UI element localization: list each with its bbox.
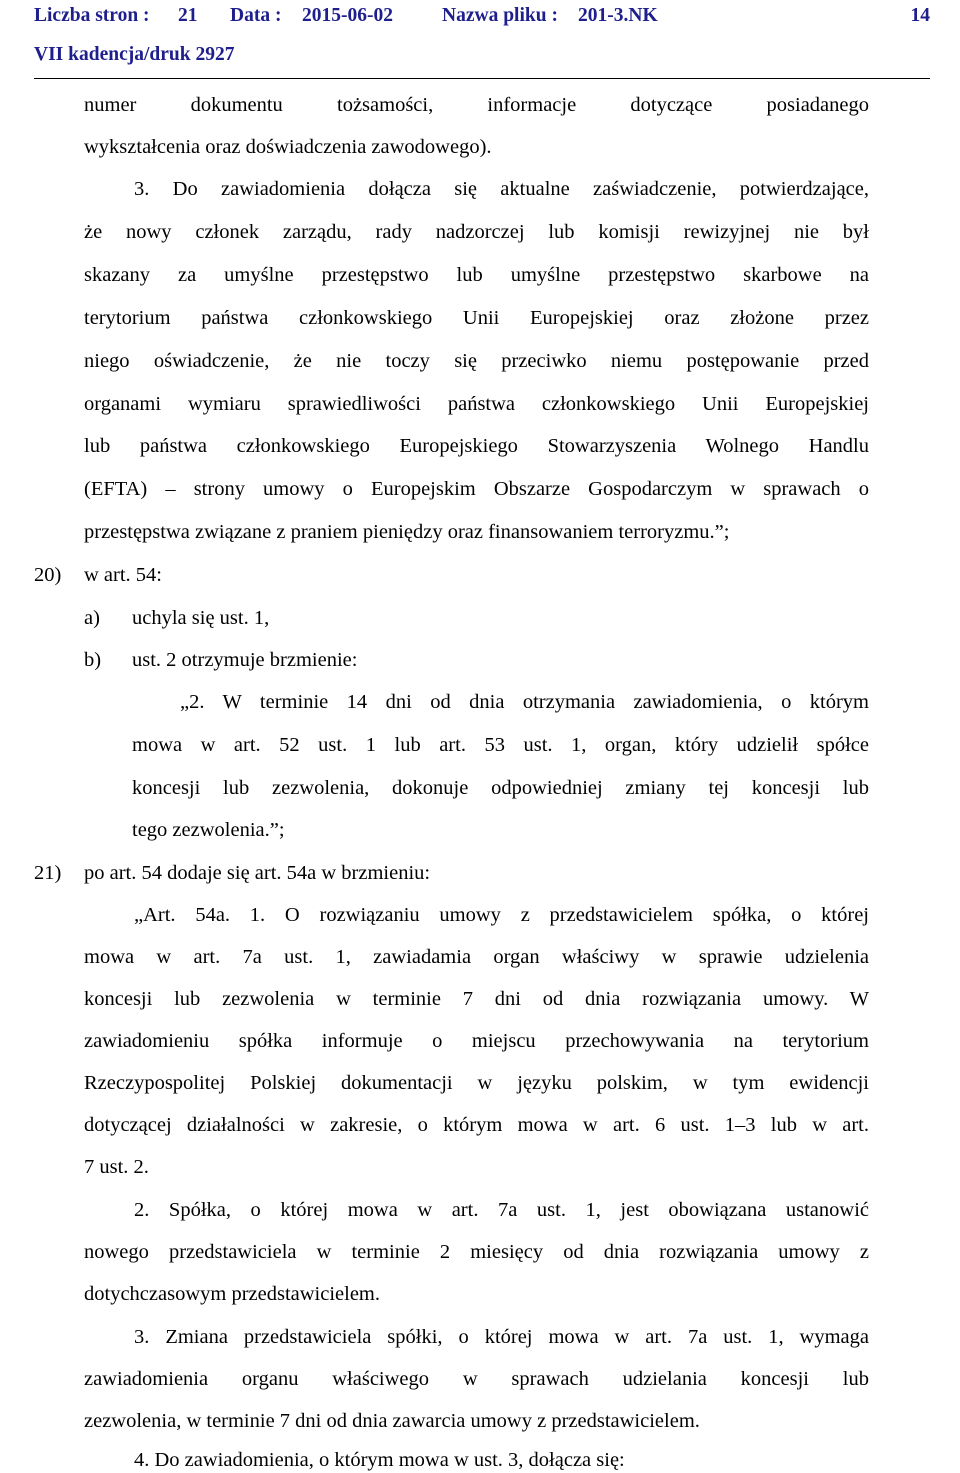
date-value: 2015-06-02	[302, 5, 393, 26]
text-line: numer dokumentu tożsamości, informacje dotyczące posiadanego	[84, 94, 869, 116]
text-line: organami wymiaru sprawiedliwości państwa członkowskiego Unii Europejskiej	[84, 393, 869, 415]
text-line: (EFTA) – strony umowy o Europejskim Obszarze Gospodarczym w sprawach o	[84, 478, 869, 500]
date-label: Data :	[230, 5, 282, 26]
text-line: wykształcenia oraz doświadczenia zawodowego).	[84, 136, 492, 158]
text-line: Rzeczypospolitej Polskiej dokumentacji w języku polskim, w tym ewidencji	[84, 1072, 869, 1094]
text-line: zawiadomieniu spółka informuje o miejscu przechowywania na terytorium	[84, 1030, 869, 1052]
text-line: niego oświadczenie, że nie toczy się przeciwko niemu postępowanie przed	[84, 350, 869, 372]
text-line: 4. Do zawiadomienia, o którym mowa w ust. 3, dołącza się:	[134, 1449, 625, 1471]
text-line: „2. W terminie 14 dni od dnia otrzymania zawiadomienia, o którym	[180, 691, 869, 713]
text-line: „Art. 54a. 1. O rozwiązaniu umowy z przedstawicielem spółka, o której	[134, 904, 869, 926]
text-line: w art. 54:	[84, 564, 162, 586]
text-line: tego zezwolenia.”;	[132, 819, 285, 841]
pages-value: 21	[178, 5, 198, 26]
text-line: koncesji lub zezwolenia w terminie 7 dni od dnia rozwiązania umowy. W	[84, 988, 869, 1010]
term-print-number: VII kadencja/druk 2927	[34, 44, 235, 65]
text-line: mowa w art. 7a ust. 1, zawiadamia organ właściwy w sprawie udzielenia	[84, 946, 869, 968]
text-line: zawiadomienia organu właściwego w sprawach udzielania koncesji lub	[84, 1368, 869, 1390]
text-line: że nowy członek zarządu, rady nadzorczej lub komisji rewizyjnej nie był	[84, 221, 869, 243]
page-header	[34, 5, 930, 29]
text-line: 3. Do zawiadomienia dołącza się aktualne zaświadczenie, potwierdzające,	[134, 178, 869, 200]
file-label: Nazwa pliku :	[442, 5, 558, 26]
text-line: terytorium państwa członkowskiego Unii Europejskiej oraz złożone przez	[84, 307, 869, 329]
sub-item-a: a)	[84, 607, 100, 629]
text-line: ust. 2 otrzymuje brzmienie:	[132, 649, 358, 671]
sub-item-b: b)	[84, 649, 102, 671]
text-line: po art. 54 dodaje się art. 54a w brzmieniu:	[84, 862, 431, 884]
item-number-21: 21)	[34, 862, 62, 884]
pages-label: Liczba stron :	[34, 5, 150, 26]
text-line: uchyla się ust. 1,	[132, 607, 270, 629]
text-line: przestępstwa związane z praniem pieniędzy oraz finansowaniem terroryzmu.”;	[84, 521, 730, 543]
text-line: 3. Zmiana przedstawiciela spółki, o której mowa w art. 7a ust. 1, wymaga	[134, 1326, 869, 1348]
text-line: 7 ust. 2.	[84, 1156, 149, 1178]
text-line: nowego przedstawiciela w terminie 2 miesięcy od dnia rozwiązania umowy z	[84, 1241, 869, 1263]
text-line: lub państwa członkowskiego Europejskiego Stowarzyszenia Wolnego Handlu	[84, 435, 869, 457]
file-value: 201-3.NK	[578, 5, 658, 26]
text-line: mowa w art. 52 ust. 1 lub art. 53 ust. 1, organ, który udzielił spółce	[132, 734, 869, 756]
item-number-20: 20)	[34, 564, 62, 586]
text-line: dotyczącej działalności w zakresie, o którym mowa w art. 6 ust. 1–3 lub w art.	[84, 1114, 869, 1136]
text-line: skazany za umyślne przestępstwo lub umyślne przestępstwo skarbowe na	[84, 264, 869, 286]
page-number: 14	[910, 5, 930, 26]
text-line: koncesji lub zezwolenia, dokonuje odpowiedniej zmiany tej koncesji lub	[132, 777, 869, 799]
text-line: dotychczasowym przedstawicielem.	[84, 1283, 380, 1305]
text-line: 2. Spółka, o której mowa w art. 7a ust. 1, jest obowiązana ustanowić	[134, 1199, 869, 1221]
header-rule	[34, 78, 930, 79]
text-line: zezwolenia, w terminie 7 dni od dnia zawarcia umowy z przedstawicielem.	[84, 1410, 700, 1432]
